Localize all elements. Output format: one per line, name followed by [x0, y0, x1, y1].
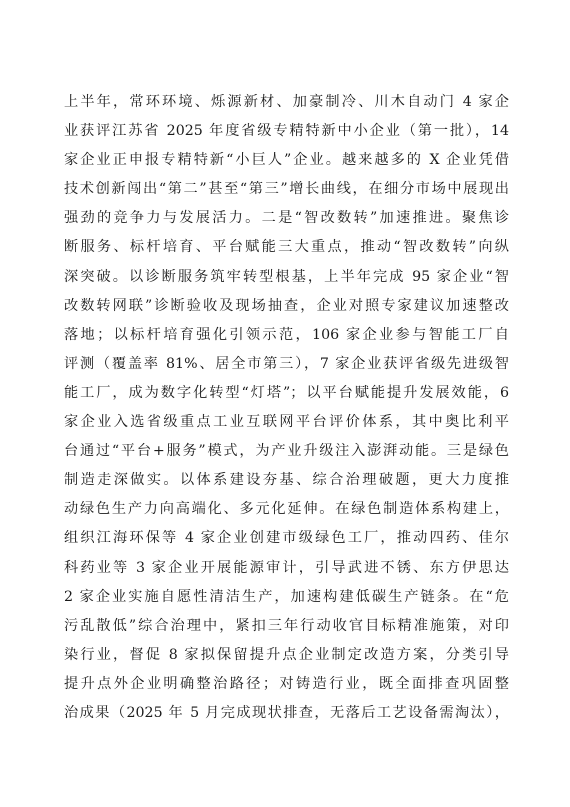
text-line-5: 强劲的竞争力与发展活力。二是“智改数转”加速推进。聚焦诊 [64, 210, 509, 227]
text-line-13: 台通过“平台+服务”模式，为产业升级注入澎湃动能。三是绿色 [64, 443, 509, 460]
text-line-3: 家企业正申报专精特新“小巨人”企业。越来越多的 X 企业凭借 [64, 152, 509, 169]
text-line-20: 染行业，督促 8 家拟保留提升点企业制定改造方案，分类引导 [64, 646, 509, 663]
text-line-19: 污乱散低”综合治理中，紧扣三年行动收官目标精准施策，对印 [64, 617, 509, 634]
text-line-14: 制造走深做实。以体系建设夯基、综合治理破题，更大力度推 [64, 472, 509, 489]
text-line-16: 组织江海环保等 4 家企业创建市级绿色工厂，推动四药、佳尔 [64, 530, 509, 547]
text-line-4: 技术创新闯出“第二”甚至“第三”增长曲线，在细分市场中展现出 [64, 181, 509, 198]
text-line-7: 深突破。以诊断服务筑牢转型根基，上半年完成 95 家企业“智 [64, 268, 509, 285]
body-paragraph [64, 88, 509, 728]
text-line-1: 上半年，常环环境、烁源新材、加豪制冷、川木自动门 4 家企 [64, 94, 509, 110]
text-line-8: 改数转网联”诊断验收及现场抽查，企业对照专家建议加速整改 [64, 297, 509, 314]
text-line-11: 能工厂，成为数字化转型“灯塔”；以平台赋能提升发展效能，6 [64, 384, 509, 401]
text-line-6: 断服务、标杆培育、平台赋能三大重点，推动“智改数转”向纵 [64, 239, 509, 256]
text-line-22: 治成果（2025 年 5 月完成现状排查，无落后工艺设备需淘汰）， [64, 704, 509, 721]
text-line-9: 落地；以标杆培育强化引领示范，106 家企业参与智能工厂自 [64, 326, 509, 343]
text-line-10: 评测（覆盖率 81%、居全市第三），7 家企业获评省级先进级智 [64, 355, 509, 372]
text-line-21: 提升点外企业明确整治路径；对铸造行业，既全面排查巩固整 [64, 675, 509, 692]
text-line-2: 业获评江苏省 2025 年度省级专精特新中小企业（第一批），14 [64, 123, 509, 140]
text-line-18: 2 家企业实施自愿性清洁生产，加速构建低碳生产链条。在“危 [64, 588, 509, 605]
text-line-12: 家企业入选省级重点工业互联网平台评价体系，其中奥比利平 [64, 414, 509, 431]
text-line-17: 科药业等 3 家企业开展能源审计，引导武进不锈、东方伊思达 [64, 559, 509, 576]
text-line-15: 动绿色生产力向高端化、多元化延伸。在绿色制造体系构建上， [64, 501, 509, 518]
